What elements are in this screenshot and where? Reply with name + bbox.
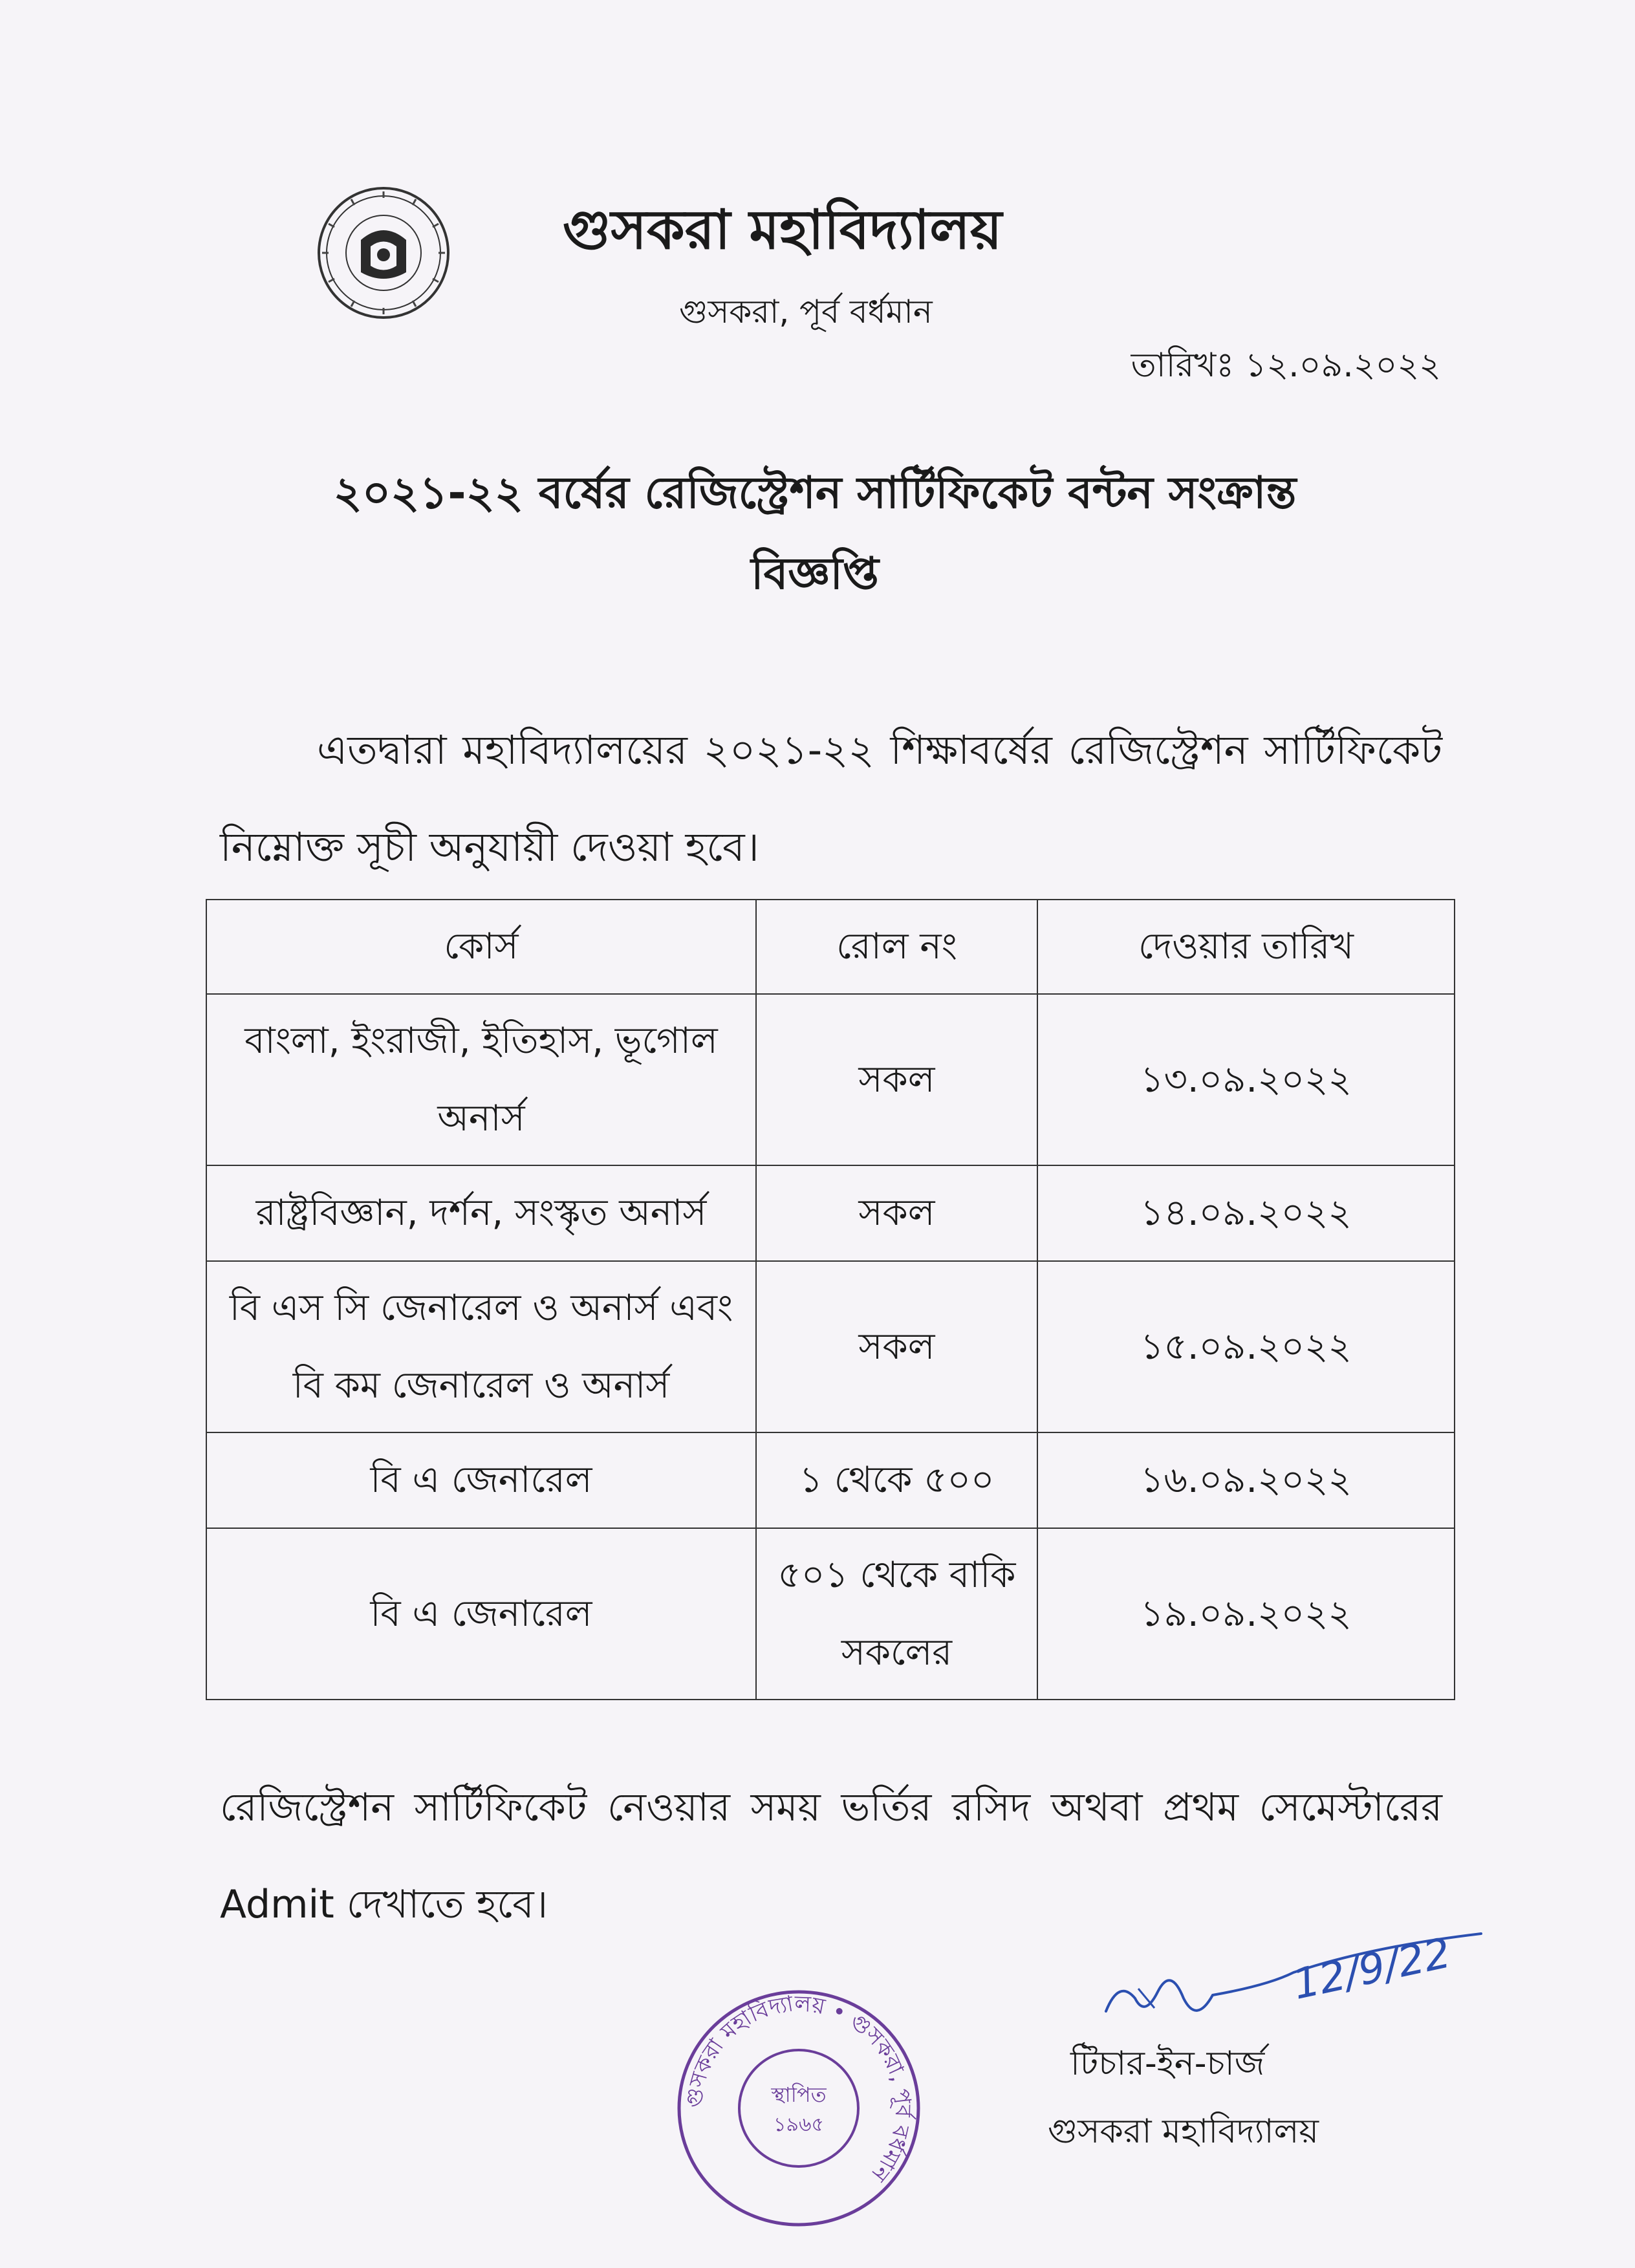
roll-cell: ১ থেকে ৫০০ bbox=[756, 1432, 1037, 1528]
table-row bbox=[206, 1432, 1455, 1528]
course-cell: রাষ্ট্রবিজ্ঞান, দর্শন, সংস্কৃত অনার্স bbox=[206, 1165, 756, 1261]
notice-date: তারিখঃ ১২.০৯.২০২২ bbox=[1131, 346, 1441, 385]
signer-title: টিচার-ইন-চার্জ bbox=[1070, 2044, 1265, 2083]
course-cell: বি এস সি জেনারেল ও অনার্স এবং বি কম জেনারেল ও অনার্স bbox=[206, 1261, 756, 1432]
notice-title-line2: বিজ্ঞপ্তি bbox=[751, 548, 879, 599]
table-row bbox=[206, 1165, 1455, 1261]
seal-center-line1: স্থাপিত bbox=[771, 2082, 827, 2107]
handwritten-signature bbox=[1099, 1914, 1488, 2044]
roll-cell: সকল bbox=[756, 1261, 1037, 1432]
roll-cell: সকল bbox=[756, 994, 1037, 1165]
college-logo-icon bbox=[316, 185, 451, 321]
course-cell: বি এ জেনারেল bbox=[206, 1528, 756, 1700]
signer-organization: গুসকরা মহাবিদ্যালয় bbox=[1048, 2112, 1319, 2151]
seal-ring-text: গুসকরা মহাবিদ্যালয় • গুসকরা, পূর্ব বর্ধমান bbox=[681, 1991, 916, 2187]
table-row bbox=[206, 1261, 1455, 1432]
notice-title-line1: ২০২১-২২ বর্ষের রেজিস্ট্রেশন সার্টিফিকেট বন্টন সংক্রান্ত bbox=[333, 468, 1297, 519]
course-cell: বাংলা, ইংরাজী, ইতিহাস, ভূগোল অনার্স bbox=[206, 994, 756, 1165]
header-roll: রোল নং bbox=[756, 900, 1037, 994]
seal-center-line2: ১৯৬৫ bbox=[774, 2113, 824, 2136]
course-cell: বি এ জেনারেল bbox=[206, 1432, 756, 1528]
college-address: গুসকরা, পূর্ব বর্ধমান bbox=[679, 293, 933, 330]
date-cell: ১৬.০৯.২০২২ bbox=[1037, 1432, 1455, 1528]
college-name: গুসকরা মহাবিদ্যালয় bbox=[563, 198, 1002, 261]
table-header-row bbox=[206, 900, 1455, 994]
notice-title bbox=[168, 453, 1462, 614]
roll-cell: ৫০১ থেকে বাকি সকলের bbox=[756, 1528, 1037, 1700]
roll-cell: সকল bbox=[756, 1165, 1037, 1261]
table-row bbox=[206, 1528, 1455, 1700]
date-cell: ১৯.০৯.২০২২ bbox=[1037, 1528, 1455, 1700]
notice-intro bbox=[220, 702, 1442, 896]
schedule-table bbox=[206, 899, 1455, 1700]
table-row bbox=[206, 994, 1455, 1165]
college-seal-stamp bbox=[673, 1985, 925, 2231]
header-date: দেওয়ার তারিখ bbox=[1037, 900, 1455, 994]
signature-date: 12/9/22 bbox=[1288, 1929, 1455, 2009]
notice-intro-text: এতদ্বারা মহাবিদ্যালয়ের ২০২১-২২ শিক্ষাবর্ষের রেজিস্ট্রেশন সার্টিফিকেট নিম্নোক্ত সূচী অনুযায়ী দেওয়া হবে। bbox=[220, 726, 1442, 870]
header-course: কোর্স bbox=[206, 900, 756, 994]
footer-note: রেজিস্ট্রেশন সার্টিফিকেট নেওয়ার সময় ভর্তির রসিদ অথবা প্রথম সেমেস্টারের Admit দেখাতে হবে। bbox=[220, 1785, 1442, 1927]
date-cell: ১৪.০৯.২০২২ bbox=[1037, 1165, 1455, 1261]
date-cell: ১৩.০৯.২০২২ bbox=[1037, 994, 1455, 1165]
date-cell: ১৫.০৯.২০২২ bbox=[1037, 1261, 1455, 1432]
